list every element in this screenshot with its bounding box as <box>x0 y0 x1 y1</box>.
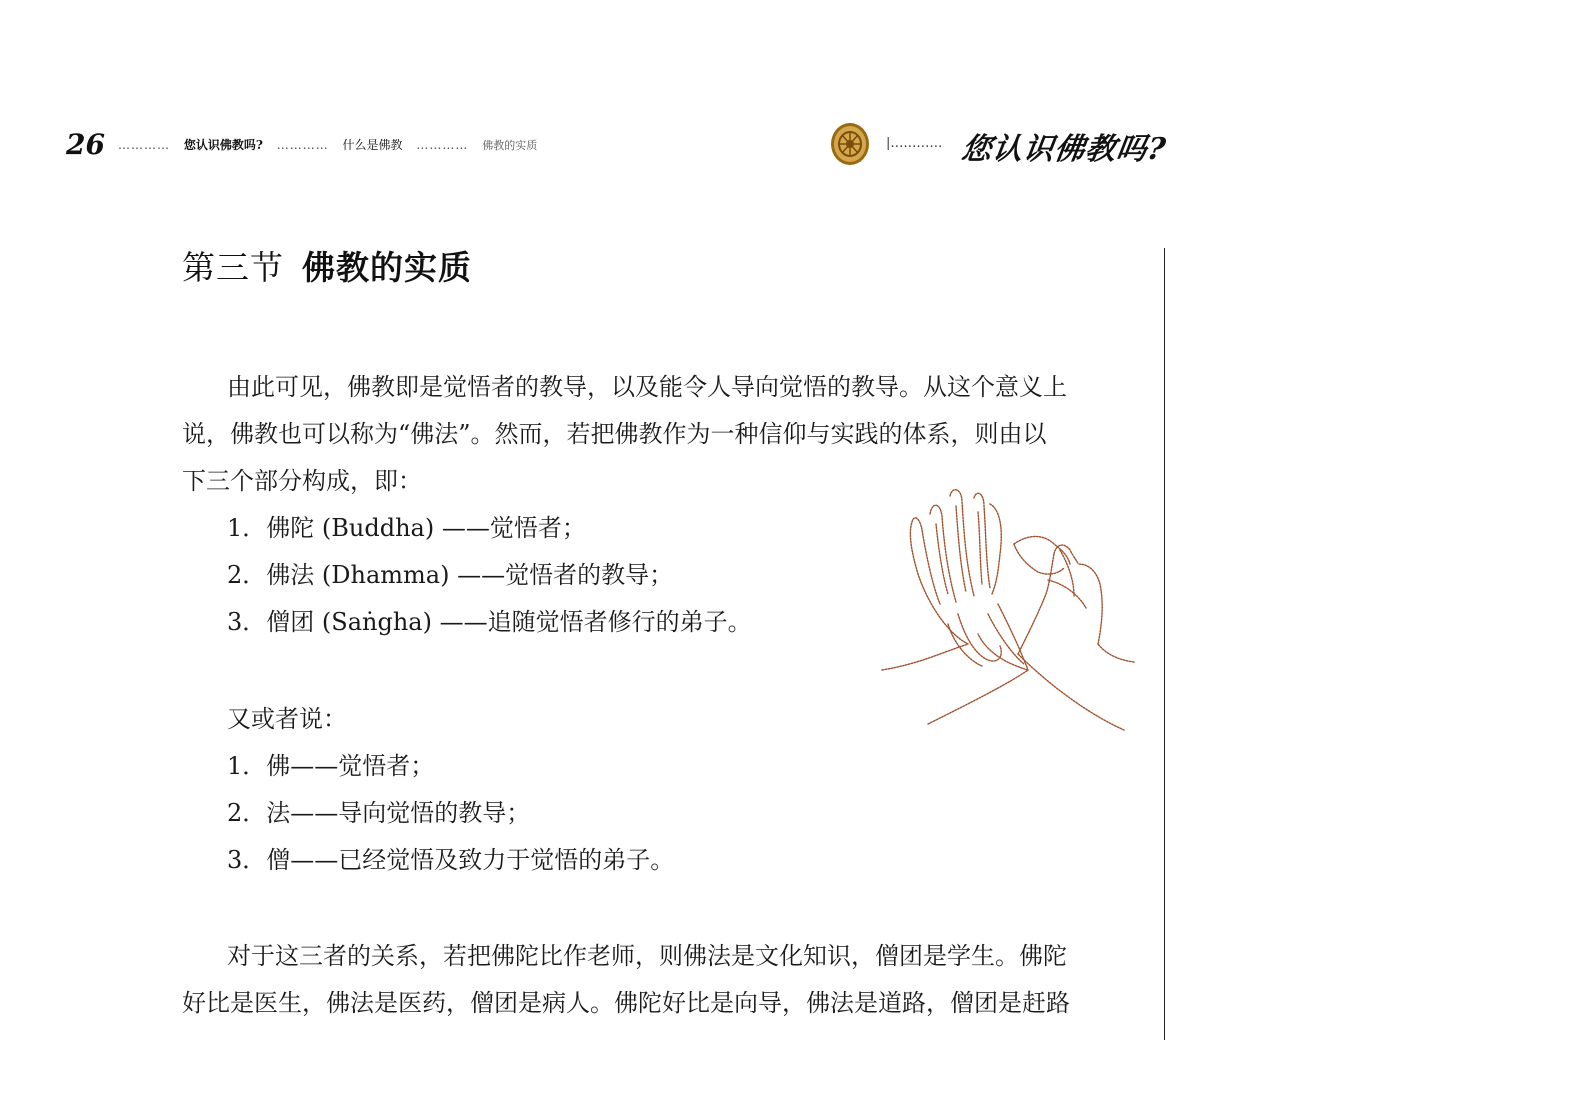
text-line: 对于这三者的关系，若把佛陀比作老师，则佛法是文化知识，僧团是学生。佛陀 <box>227 942 1067 970</box>
three-jewels-list <box>227 505 752 646</box>
alt-intro: 又或者说： <box>227 705 347 733</box>
section-title <box>182 242 472 289</box>
breadcrumb-section: 佛教的实质 <box>482 139 538 152</box>
breadcrumb-dots: ………… <box>276 138 329 152</box>
list-item: 2．佛法 (Dhamma) ——觉悟者的教导； <box>227 561 674 589</box>
alt-list <box>227 743 674 884</box>
header-rule: |………… <box>886 136 943 151</box>
page-header <box>66 122 1176 182</box>
section-name: 佛教的实质 <box>302 248 472 287</box>
book-title: 您认识佛教吗? <box>959 132 1169 167</box>
text-line: 好比是医生，佛法是医药，僧团是病人。佛陀好比是向导，佛法是道路，僧团是赶路 <box>182 989 1070 1017</box>
text-line: 下三个部分构成，即： <box>182 467 422 495</box>
breadcrumb-book: 您认识佛教吗? <box>183 138 263 152</box>
margin-rule <box>1164 248 1165 1040</box>
mudra-hands-illustration <box>878 484 1140 734</box>
paragraph-relationship <box>182 933 1142 1027</box>
list-item: 3．僧团 (Saṅgha) ——追随觉悟者修行的弟子。 <box>227 608 752 636</box>
list-item: 1．佛陀 (Buddha) ——觉悟者； <box>227 514 586 542</box>
text-line: 说，佛教也可以称为“佛法”。然而，若把佛教作为一种信仰与实践的体系，则由以 <box>182 420 1047 448</box>
breadcrumb-dots: ………… <box>118 138 170 152</box>
breadcrumb <box>108 136 537 153</box>
dharma-wheel-seal-icon <box>830 122 870 168</box>
page-number: 26 <box>66 128 105 161</box>
list-item: 3．僧——已经觉悟及致力于觉悟的弟子。 <box>227 846 675 874</box>
breadcrumb-chapter: 什么是佛教 <box>342 138 403 152</box>
text-line: 由此可见，佛教即是觉悟者的教导，以及能令人导向觉悟的教导。从这个意义上 <box>227 373 1067 401</box>
section-label: 第三节 <box>182 248 284 287</box>
list-item: 1．佛——觉悟者； <box>227 752 435 780</box>
list-item: 2．法——导向觉悟的教导； <box>227 799 531 827</box>
breadcrumb-dots: ………… <box>416 138 469 152</box>
